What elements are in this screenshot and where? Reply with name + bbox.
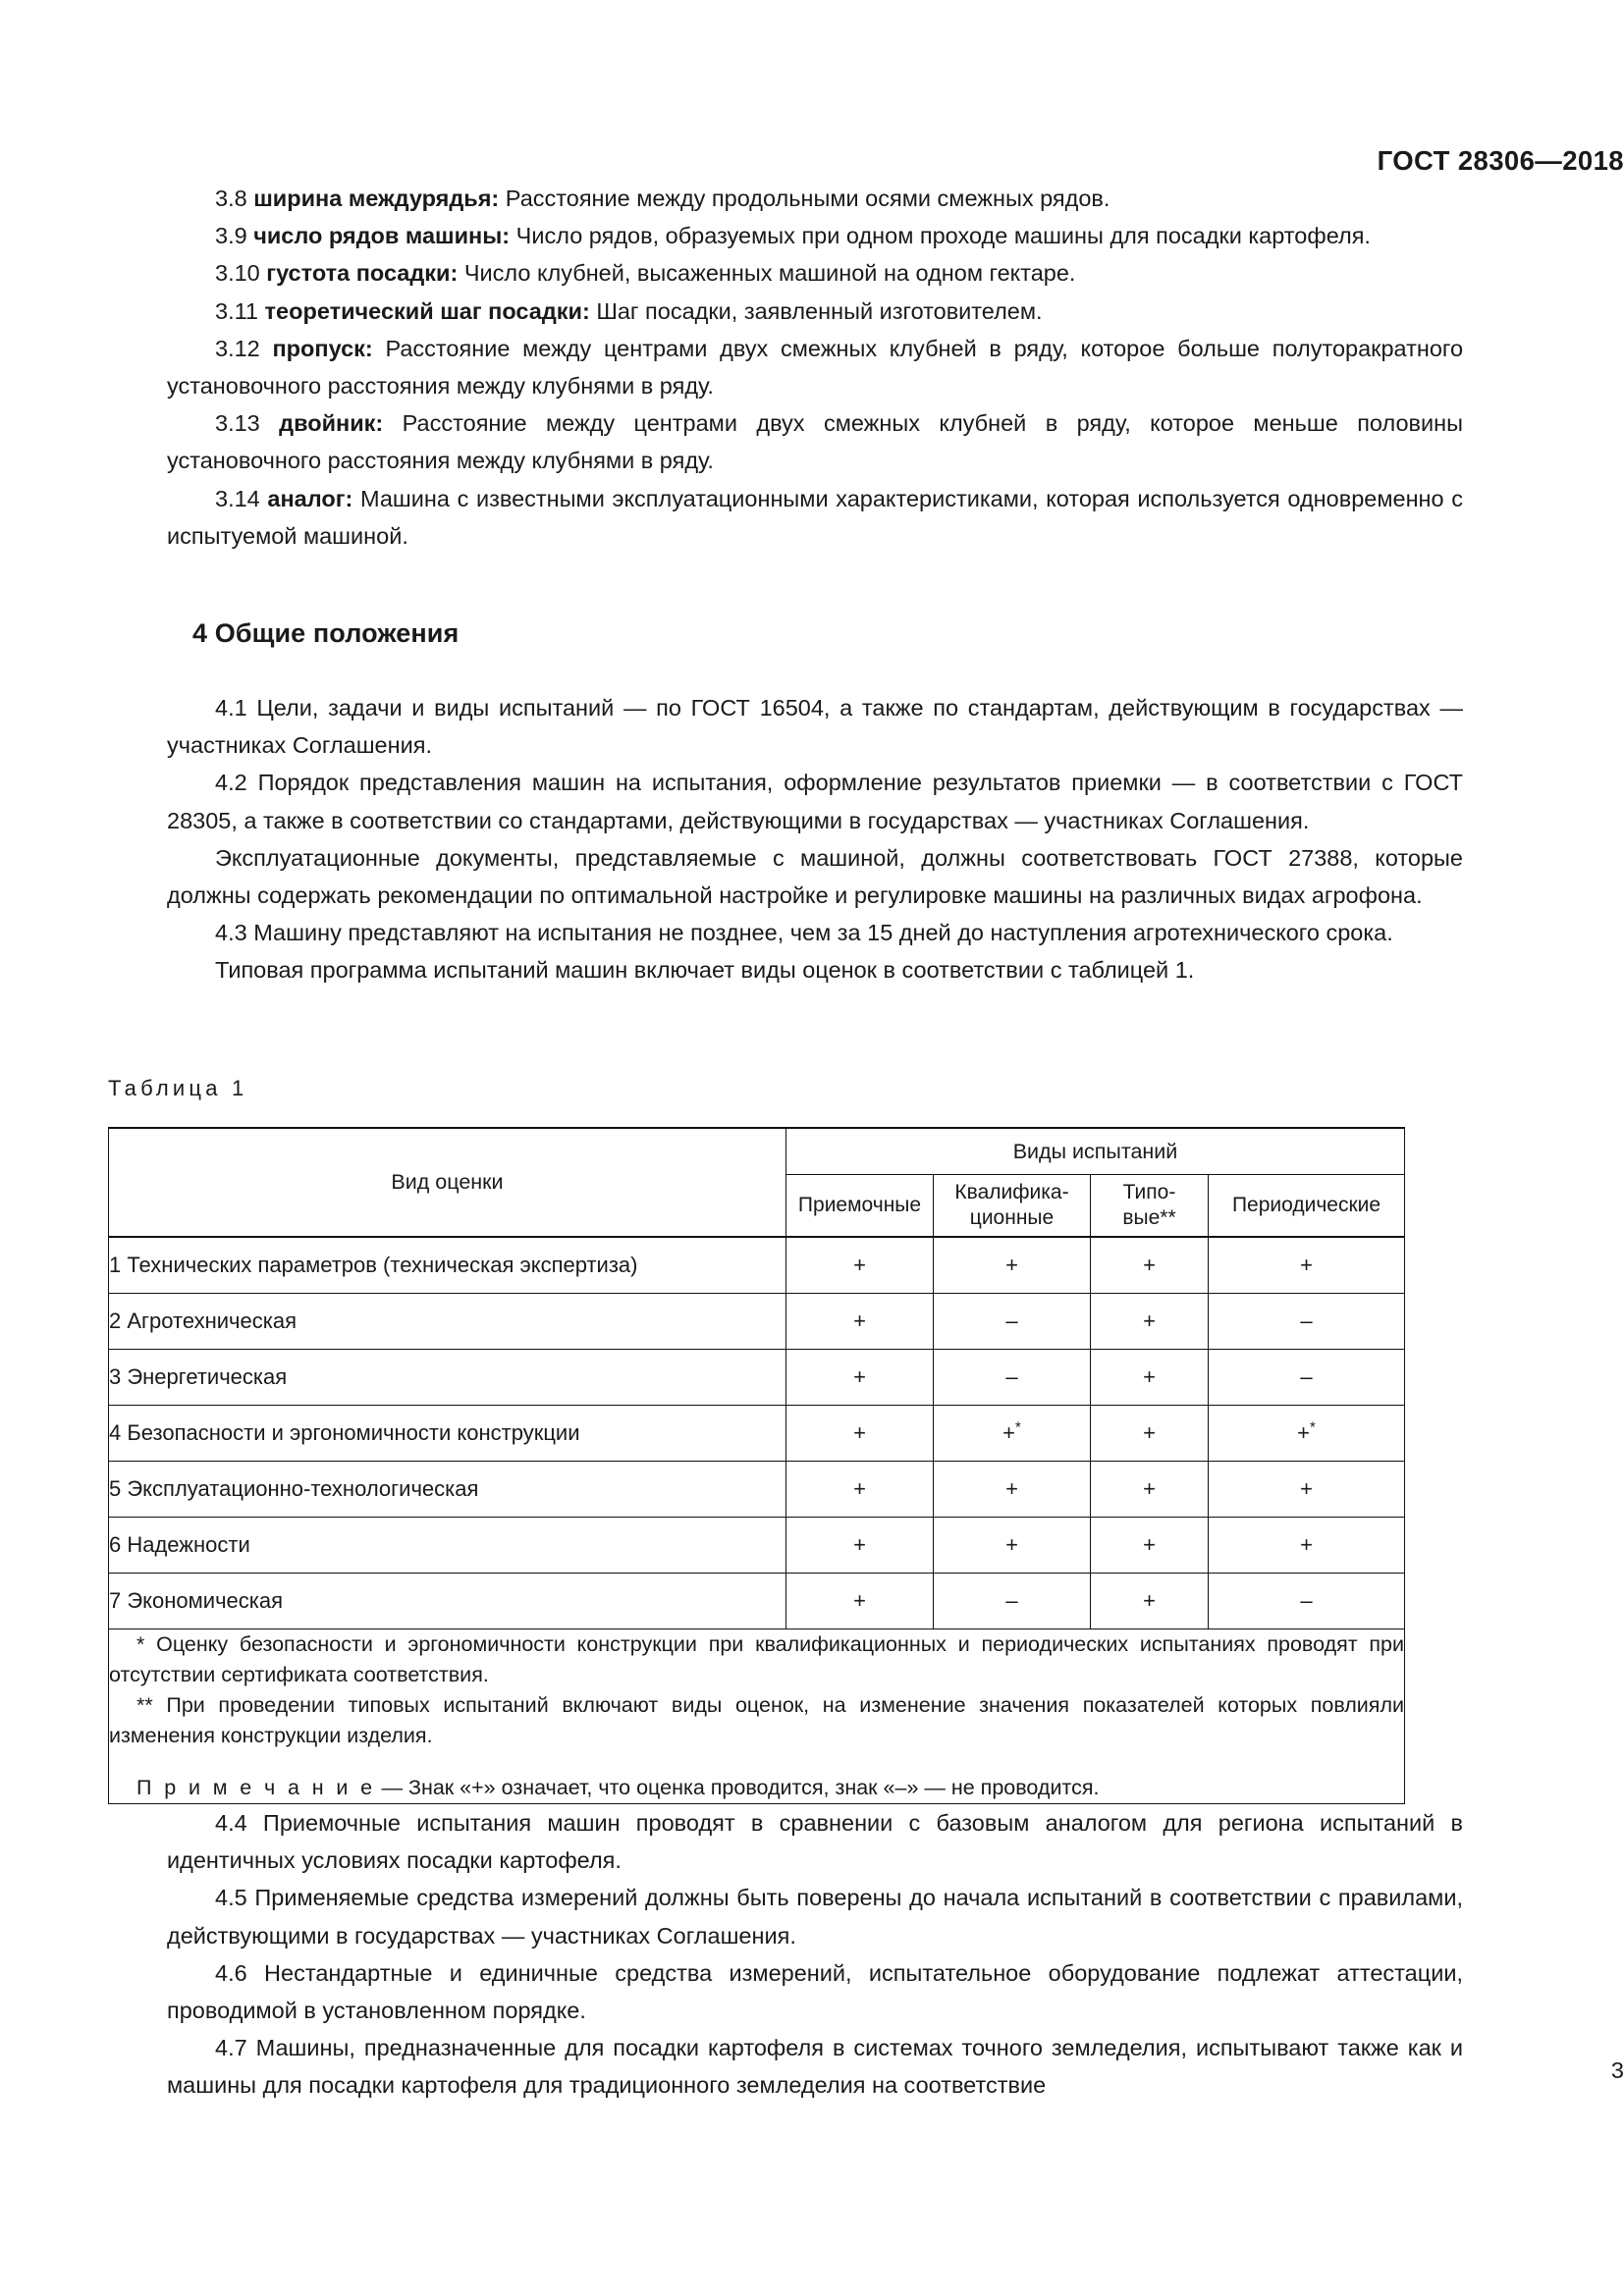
row-value: – — [934, 1294, 1091, 1350]
column-header-group: Виды испытаний — [786, 1128, 1405, 1175]
paragraph-4-4: 4.4 Приемочные испытания машин проводят в сравнении с базовым аналогом для региона испытаний в идентичных условиях посадки картофеля. — [167, 1810, 1463, 1874]
term-3-9-id: 3.9 — [215, 223, 247, 249]
table-caption: Таблица 1 — [108, 1076, 248, 1100]
row-name: 7 Экономическая — [109, 1574, 786, 1629]
row-value: + — [1209, 1518, 1405, 1574]
section-heading-block — [167, 618, 1463, 649]
term-3-12-definition: Расстояние между центрами двух смежных клубней в ряду, которое больше полуторакратного установочного расстояния между клубнями в ряду. — [167, 335, 1464, 400]
term-3-10-label: густота посадки: — [266, 260, 459, 287]
row-value: + — [1091, 1518, 1209, 1574]
row-value: + — [786, 1350, 934, 1406]
term-3-12-label: пропуск: — [272, 335, 373, 361]
row-value: +* — [934, 1406, 1091, 1462]
row-name: 6 Надежности — [109, 1518, 786, 1574]
term-3-14-definition: Машина с известными эксплуатационными характеристиками, которая используется одновременно с испытуемой машиной. — [167, 485, 1464, 549]
row-value: + — [934, 1237, 1091, 1294]
row-value: – — [934, 1574, 1091, 1629]
table-row — [109, 1518, 1405, 1574]
term-3-13 — [167, 404, 1463, 479]
table-footnote-2: ** При проведении типовых испытаний включают виды оценок, на изменение значения показателей которых повлияли изменения конструкции изделия. — [109, 1693, 1405, 1747]
paragraph-4-5: 4.5 Применяемые средства измерений должны быть поверены до начала испытаний в соответствии с правилами, действующими в государствах — участниках Соглашения. — [167, 1885, 1463, 1949]
column-header-kvalifikacionnye: Квалифика- ционные — [934, 1175, 1091, 1238]
term-3-12 — [167, 330, 1463, 404]
row-value: + — [1091, 1462, 1209, 1518]
row-value: – — [1209, 1350, 1405, 1406]
table-footnotes — [109, 1629, 1405, 1804]
table-footnote-1: * Оценку безопасности и эргономичности конструкции при квалификационных и периодических испытаниях проводят при отсутствии сертификата соответствия. — [109, 1632, 1405, 1686]
term-3-13-label: двойник: — [279, 410, 384, 437]
column-header-kind: Вид оценки — [109, 1128, 786, 1237]
term-3-10-id: 3.10 — [215, 260, 260, 287]
terms-block — [167, 180, 1463, 555]
row-value: – — [1209, 1574, 1405, 1629]
row-value: + — [1209, 1462, 1405, 1518]
term-3-11-definition: Шаг посадки, заявленный изготовителем. — [596, 297, 1043, 324]
term-3-11-label: теоретический шаг посадки: — [264, 297, 590, 324]
term-3-13-definition: Расстояние между центрами двух смежных клубней в ряду, которое меньше половины установочного расстояния между клубнями в ряду. — [167, 410, 1464, 474]
row-value: + — [1091, 1294, 1209, 1350]
row-value: + — [786, 1237, 934, 1294]
term-3-9-label: число рядов машины: — [253, 223, 511, 249]
term-3-8 — [167, 180, 1463, 217]
term-3-10-definition: Число клубней, высаженных машиной на одном гектаре. — [463, 260, 1076, 287]
table-1-block — [108, 1127, 1404, 1804]
table-note-label: П р и м е ч а н и е — [136, 1776, 376, 1799]
row-value: + — [786, 1406, 934, 1462]
paragraph-4-3-continued: Типовая программа испытаний машин включает виды оценок в соответствии с таблицей 1. — [215, 957, 1195, 984]
section-4-paragraphs-after-table — [167, 1804, 1463, 2105]
footnote-spacer — [109, 1751, 1404, 1773]
row-value: + — [1091, 1350, 1209, 1406]
table-row — [109, 1237, 1405, 1294]
table-footnotes-row — [109, 1629, 1405, 1804]
row-value: + — [934, 1518, 1091, 1574]
table-note-text: — Знак «+» означает, что оценка проводится, знак «–» — не проводится. — [375, 1776, 1100, 1799]
row-value: + — [786, 1574, 934, 1629]
paragraph-4-3: 4.3 Машину представляют на испытания не позднее, чем за 15 дней до наступления агротехнического срока. — [215, 920, 1393, 946]
paragraph-4-7: 4.7 Машины, предназначенные для посадки картофеля в системах точного земледелия, испытывают также как и машины для посадки картофеля для традиционного земледелия на соответствие — [167, 2035, 1463, 2099]
term-3-10 — [167, 254, 1463, 292]
row-value: + — [786, 1518, 934, 1574]
row-name: 1 Технических параметров (техническая экспертиза) — [109, 1237, 786, 1294]
term-3-12-id: 3.12 — [215, 335, 260, 361]
table-row — [109, 1294, 1405, 1350]
term-3-8-definition: Расстояние между продольными осями смежных рядов. — [505, 186, 1110, 211]
row-name: 3 Энергетическая — [109, 1350, 786, 1406]
term-3-13-id: 3.13 — [215, 410, 260, 437]
row-name: 4 Безопасности и эргономичности конструкции — [109, 1406, 786, 1462]
table-caption-block — [108, 1076, 1404, 1101]
row-value: + — [786, 1294, 934, 1350]
column-header-periodicheskie: Периодические — [1209, 1175, 1405, 1238]
paragraph-4-2-continued: Эксплуатационные документы, представляемые с машиной, должны соответствовать ГОСТ 27388, которые должны содержать рекомендации по оптимальной настройке и регулировке машины на различных видах агрофона. — [167, 844, 1463, 909]
term-3-14-label: аналог: — [267, 485, 353, 511]
paragraph-4-1: 4.1 Цели, задачи и виды испытаний — по ГОСТ 16504, а также по стандартам, действующим в государствах — участниках Соглашения. — [167, 695, 1463, 759]
table-row — [109, 1574, 1405, 1629]
row-value: – — [934, 1350, 1091, 1406]
section-4-paragraphs — [167, 689, 1463, 989]
row-value: + — [786, 1462, 934, 1518]
row-value: – — [1209, 1294, 1405, 1350]
table-header-row-1 — [109, 1128, 1405, 1175]
term-3-11-id: 3.11 — [215, 297, 258, 324]
running-head: ГОСТ 28306—2018 — [1377, 145, 1624, 176]
term-3-8-label: ширина междурядья: — [253, 186, 500, 211]
page-number: 3 — [1610, 2057, 1624, 2083]
row-value: +* — [1209, 1406, 1405, 1462]
table-1 — [108, 1127, 1405, 1804]
table-note — [109, 1773, 1404, 1803]
term-3-14-id: 3.14 — [215, 485, 260, 511]
term-3-9-definition: Число рядов, образуемых при одном проходе машины для посадки картофеля. — [515, 223, 1371, 249]
row-name: 2 Агротехническая — [109, 1294, 786, 1350]
row-value: + — [1091, 1237, 1209, 1294]
table-body — [109, 1237, 1405, 1804]
table-row — [109, 1406, 1405, 1462]
term-3-9 — [167, 217, 1463, 254]
row-value: + — [1091, 1574, 1209, 1629]
column-header-tipovye: Типо- вые** — [1091, 1175, 1209, 1238]
column-header-priemochnye: Приемочные — [786, 1175, 934, 1238]
term-3-8-id: 3.8 — [215, 186, 247, 211]
paragraph-4-6: 4.6 Нестандартные и единичные средства измерений, испытательное оборудование подлежат аттестации, проводимой в установленном порядке. — [167, 1959, 1463, 2024]
table-header — [109, 1128, 1405, 1237]
paragraph-4-2: 4.2 Порядок представления машин на испытания, оформление результатов приемки — в соответствии с ГОСТ 28305, а также в соответствии со стандартами, действующими в государствах — участниках Соглашения. — [167, 770, 1463, 833]
row-value: + — [1209, 1237, 1405, 1294]
section-4-title: 4 Общие положения — [192, 618, 460, 648]
term-3-14 — [167, 480, 1463, 555]
row-value: + — [1091, 1406, 1209, 1462]
term-3-11 — [167, 293, 1463, 330]
table-row — [109, 1462, 1405, 1518]
row-name: 5 Эксплуатационно-технологическая — [109, 1462, 786, 1518]
row-value: + — [934, 1462, 1091, 1518]
table-row — [109, 1350, 1405, 1406]
